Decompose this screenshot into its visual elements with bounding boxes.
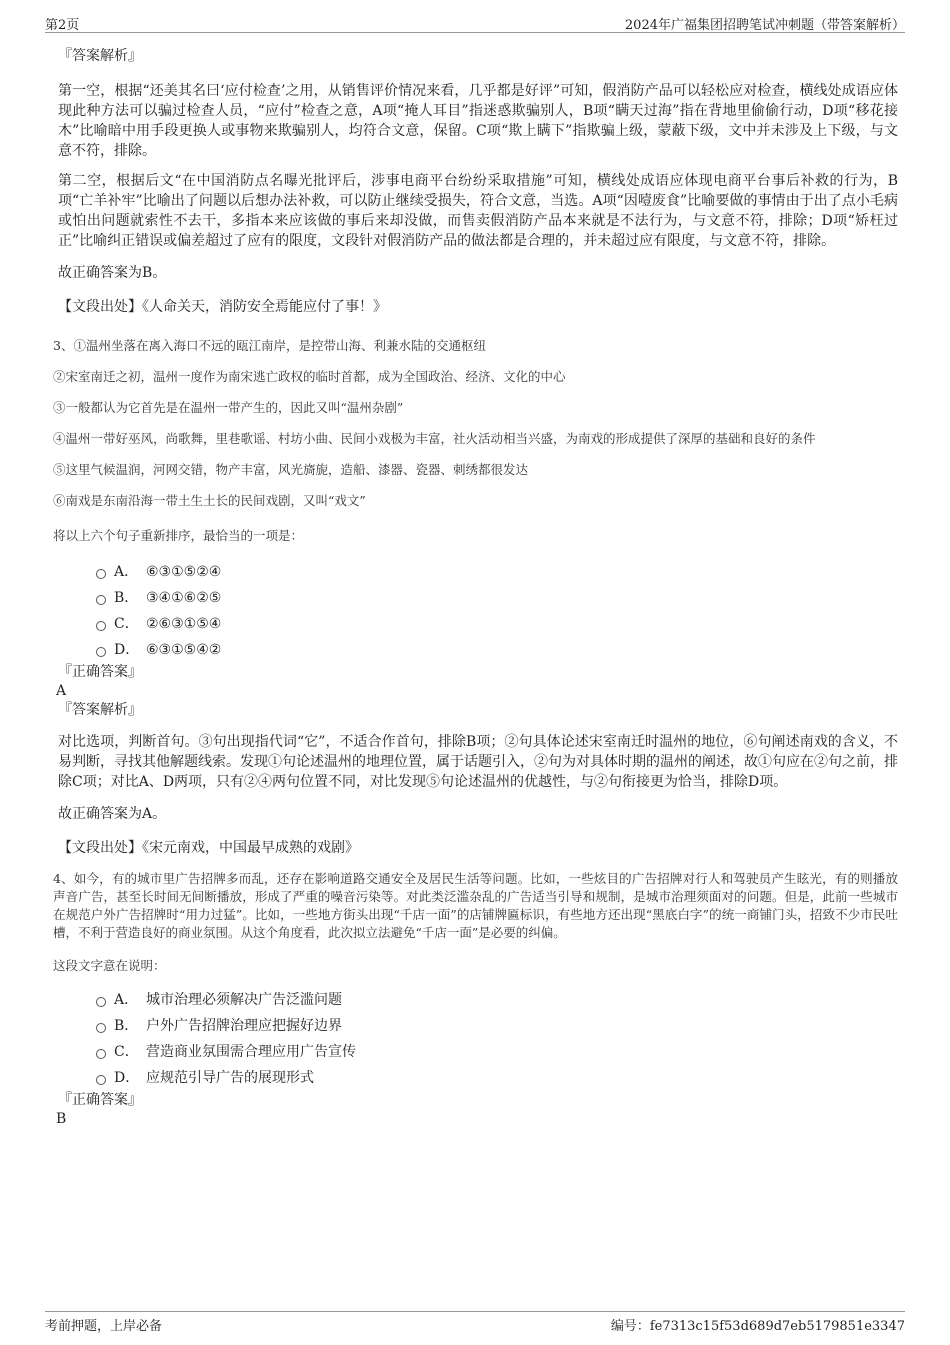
q4-option-c[interactable] xyxy=(96,1042,898,1068)
option-text: ②⑥③①⑤④ xyxy=(146,616,222,632)
q4-option-d[interactable] xyxy=(96,1068,898,1094)
q2-analysis-title: 『答案解析』 xyxy=(58,48,142,64)
radio-icon[interactable] xyxy=(96,569,106,579)
page-content xyxy=(53,46,898,1128)
q3-options xyxy=(96,562,898,666)
q3-answer-title: 『正确答案』 xyxy=(58,664,142,680)
q4-answer-title: 『正确答案』 xyxy=(58,1092,142,1108)
radio-icon[interactable] xyxy=(96,1023,106,1033)
option-letter: D． xyxy=(114,642,140,658)
q4-stem: 4、如今，有的城市里广告招牌多而乱，还存在影响道路交通安全及居民生活等问题。比如，一些炫目的广告招牌对行人和驾驶员产生眩光，有的则播放声音广告，甚至长时间无间断播放，形成了严重的噪音污染等。对此类泛滥杂乱的广告适当引导和规制，是城市治理须面对的问题。但是，此前一些城市在规范户外广告招牌时“用力过猛”。比如，一些地方街头出现“千店一面”的店铺牌匾标识，有些地方还出现“黑底白字”的统一商铺门头，招致不少市民吐槽，不利于营造良好的商业氛围。从这个角度看，此次拟立法避免“千店一面”是必要的纠偏。 xyxy=(53,871,898,940)
q2-conclusion: 故正确答案为B。 xyxy=(58,265,167,281)
option-letter: B． xyxy=(114,590,139,606)
radio-icon[interactable] xyxy=(96,997,106,1007)
option-text: 城市治理必须解决广告泛滥问题 xyxy=(146,992,342,1008)
q4-answer: B xyxy=(56,1111,67,1127)
option-letter: C． xyxy=(114,616,139,632)
option-text: 应规范引导广告的展现形式 xyxy=(146,1070,314,1086)
option-text: ⑥③①⑤②④ xyxy=(146,564,222,580)
q3-sentence-2: ②宋室南迁之初，温州一度作为南宋逃亡政权的临时首都，成为全国政治、经济、文化的中心 xyxy=(53,369,566,384)
page-footer xyxy=(45,1311,905,1334)
radio-icon[interactable] xyxy=(96,1049,106,1059)
q3-analysis-title: 『答案解析』 xyxy=(58,702,142,718)
document-id: 编号：fe7313c15f53d689d7eb5179851e3347 xyxy=(610,1319,905,1334)
option-text: 户外广告招牌治理应把握好边界 xyxy=(146,1018,342,1034)
option-letter: D． xyxy=(114,1070,140,1086)
footer-slogan: 考前押题，上岸必备 xyxy=(45,1319,163,1334)
document-title: 2024年广福集团招聘笔试冲刺题（带答案解析） xyxy=(624,18,905,33)
option-letter: C． xyxy=(114,1044,139,1060)
q3-option-d[interactable] xyxy=(96,640,898,666)
q4-prompt: 这段文字意在说明： xyxy=(53,958,166,973)
q3-source: 【文段出处】《宋元南戏，中国最早成熟的戏剧》 xyxy=(58,840,359,856)
option-text: ③④①⑥②⑤ xyxy=(146,590,222,606)
radio-icon[interactable] xyxy=(96,1075,106,1085)
q3-analysis: 对比选项，判断首句。③句出现指代词“它”，不适合作首句，排除B项；②句具体论述宋室南迁时温州的地位，⑥句阐述南戏的含义，不易判断，寻找其他解题线索。发现①句论述温州的地理位置，属于话题引入，②句为对具体时期的温州的阐述，故①句应在②句之前，排除C项；对比A、D两项，只有②④两句位置不同，对比发现⑤句论述温州的优越性，与②句衔接更为恰当，排除D项。 xyxy=(58,734,898,790)
q4-option-b[interactable] xyxy=(96,1016,898,1042)
q3-option-c[interactable] xyxy=(96,614,898,640)
q4-option-a[interactable] xyxy=(96,990,898,1016)
q3-prompt: 将以上六个句子重新排序，最恰当的一项是： xyxy=(53,528,304,543)
q3-sentence-4: ④温州一带好巫风，尚歌舞，里巷歌谣、村坊小曲、民间小戏极为丰富，社火活动相当兴盛，为南戏的形成提供了深厚的基础和良好的条件 xyxy=(53,431,816,446)
page-header xyxy=(45,12,905,33)
q3-sentence-3: ③一般都认为它首先是在温州一带产生的，因此又叫“温州杂剧” xyxy=(53,400,404,415)
page-number: 第2页 xyxy=(45,18,80,33)
q3-sentence-5: ⑤这里气候温润，河网交错，物产丰富，风光旖旎，造船、漆器、瓷器、刺绣都很发达 xyxy=(53,462,529,477)
q2-analysis-para2: 第二空，根据后文“在中国消防点名曝光批评后，涉事电商平台纷纷采取措施”可知，横线处成语应体现电商平台事后补救的行为，B项“亡羊补牢”比喻出了问题以后想办法补救，可以防止继续受损失，符合文意，当选。A项“因噎废食”比喻要做的事情由于出了点小毛病或怕出问题就索性不去干，多指本来应该做的事后来却没做，而售卖假消防产品本来就是不法行为，与文意不符，排除；D项“矫枉过正”比喻纠正错误或偏差超过了应有的限度，文段针对假消防产品的做法都是合理的，并未超过应有限度，与文意不符，排除。 xyxy=(58,173,898,249)
option-letter: A． xyxy=(114,564,139,580)
option-letter: A． xyxy=(114,992,139,1008)
q2-analysis-para1: 第一空，根据“还美其名曰‘应付检查’之用，从销售评价情况来看，几乎都是好评”可知，假消防产品可以轻松应对检查，横线处成语应体现此种方法可以骗过检查人员，“应付”检查之意，A项“掩人耳目”指迷惑欺骗别人，B项“瞒天过海”指在背地里偷偷行动，D项“移花接木”比喻暗中用手段更换人或事物来欺骗别人，均符合文意，保留。C项“欺上瞒下”指欺骗上级，蒙蔽下级，文中并未涉及上下级，与文意不符，排除。 xyxy=(58,83,898,159)
q2-source: 【文段出处】《人命关天，消防安全焉能应付了事！》 xyxy=(58,299,387,315)
option-letter: B． xyxy=(114,1018,139,1034)
q3-conclusion: 故正确答案为A。 xyxy=(58,806,167,822)
option-text: ⑥③①⑤④② xyxy=(146,642,222,658)
q3-option-b[interactable] xyxy=(96,588,898,614)
option-text: 营造商业氛围需合理应用广告宣传 xyxy=(146,1044,356,1060)
q3-option-a[interactable] xyxy=(96,562,898,588)
q3-answer: A xyxy=(56,683,67,699)
radio-icon[interactable] xyxy=(96,595,106,605)
radio-icon[interactable] xyxy=(96,647,106,657)
q3-stem: 3、①温州坐落在离入海口不远的瓯江南岸，是控带山海、利兼水陆的交通枢纽 xyxy=(53,338,486,353)
q3-sentence-6: ⑥南戏是东南沿海一带土生土长的民间戏剧，又叫“戏文” xyxy=(53,493,366,508)
radio-icon[interactable] xyxy=(96,621,106,631)
q4-options xyxy=(96,990,898,1094)
